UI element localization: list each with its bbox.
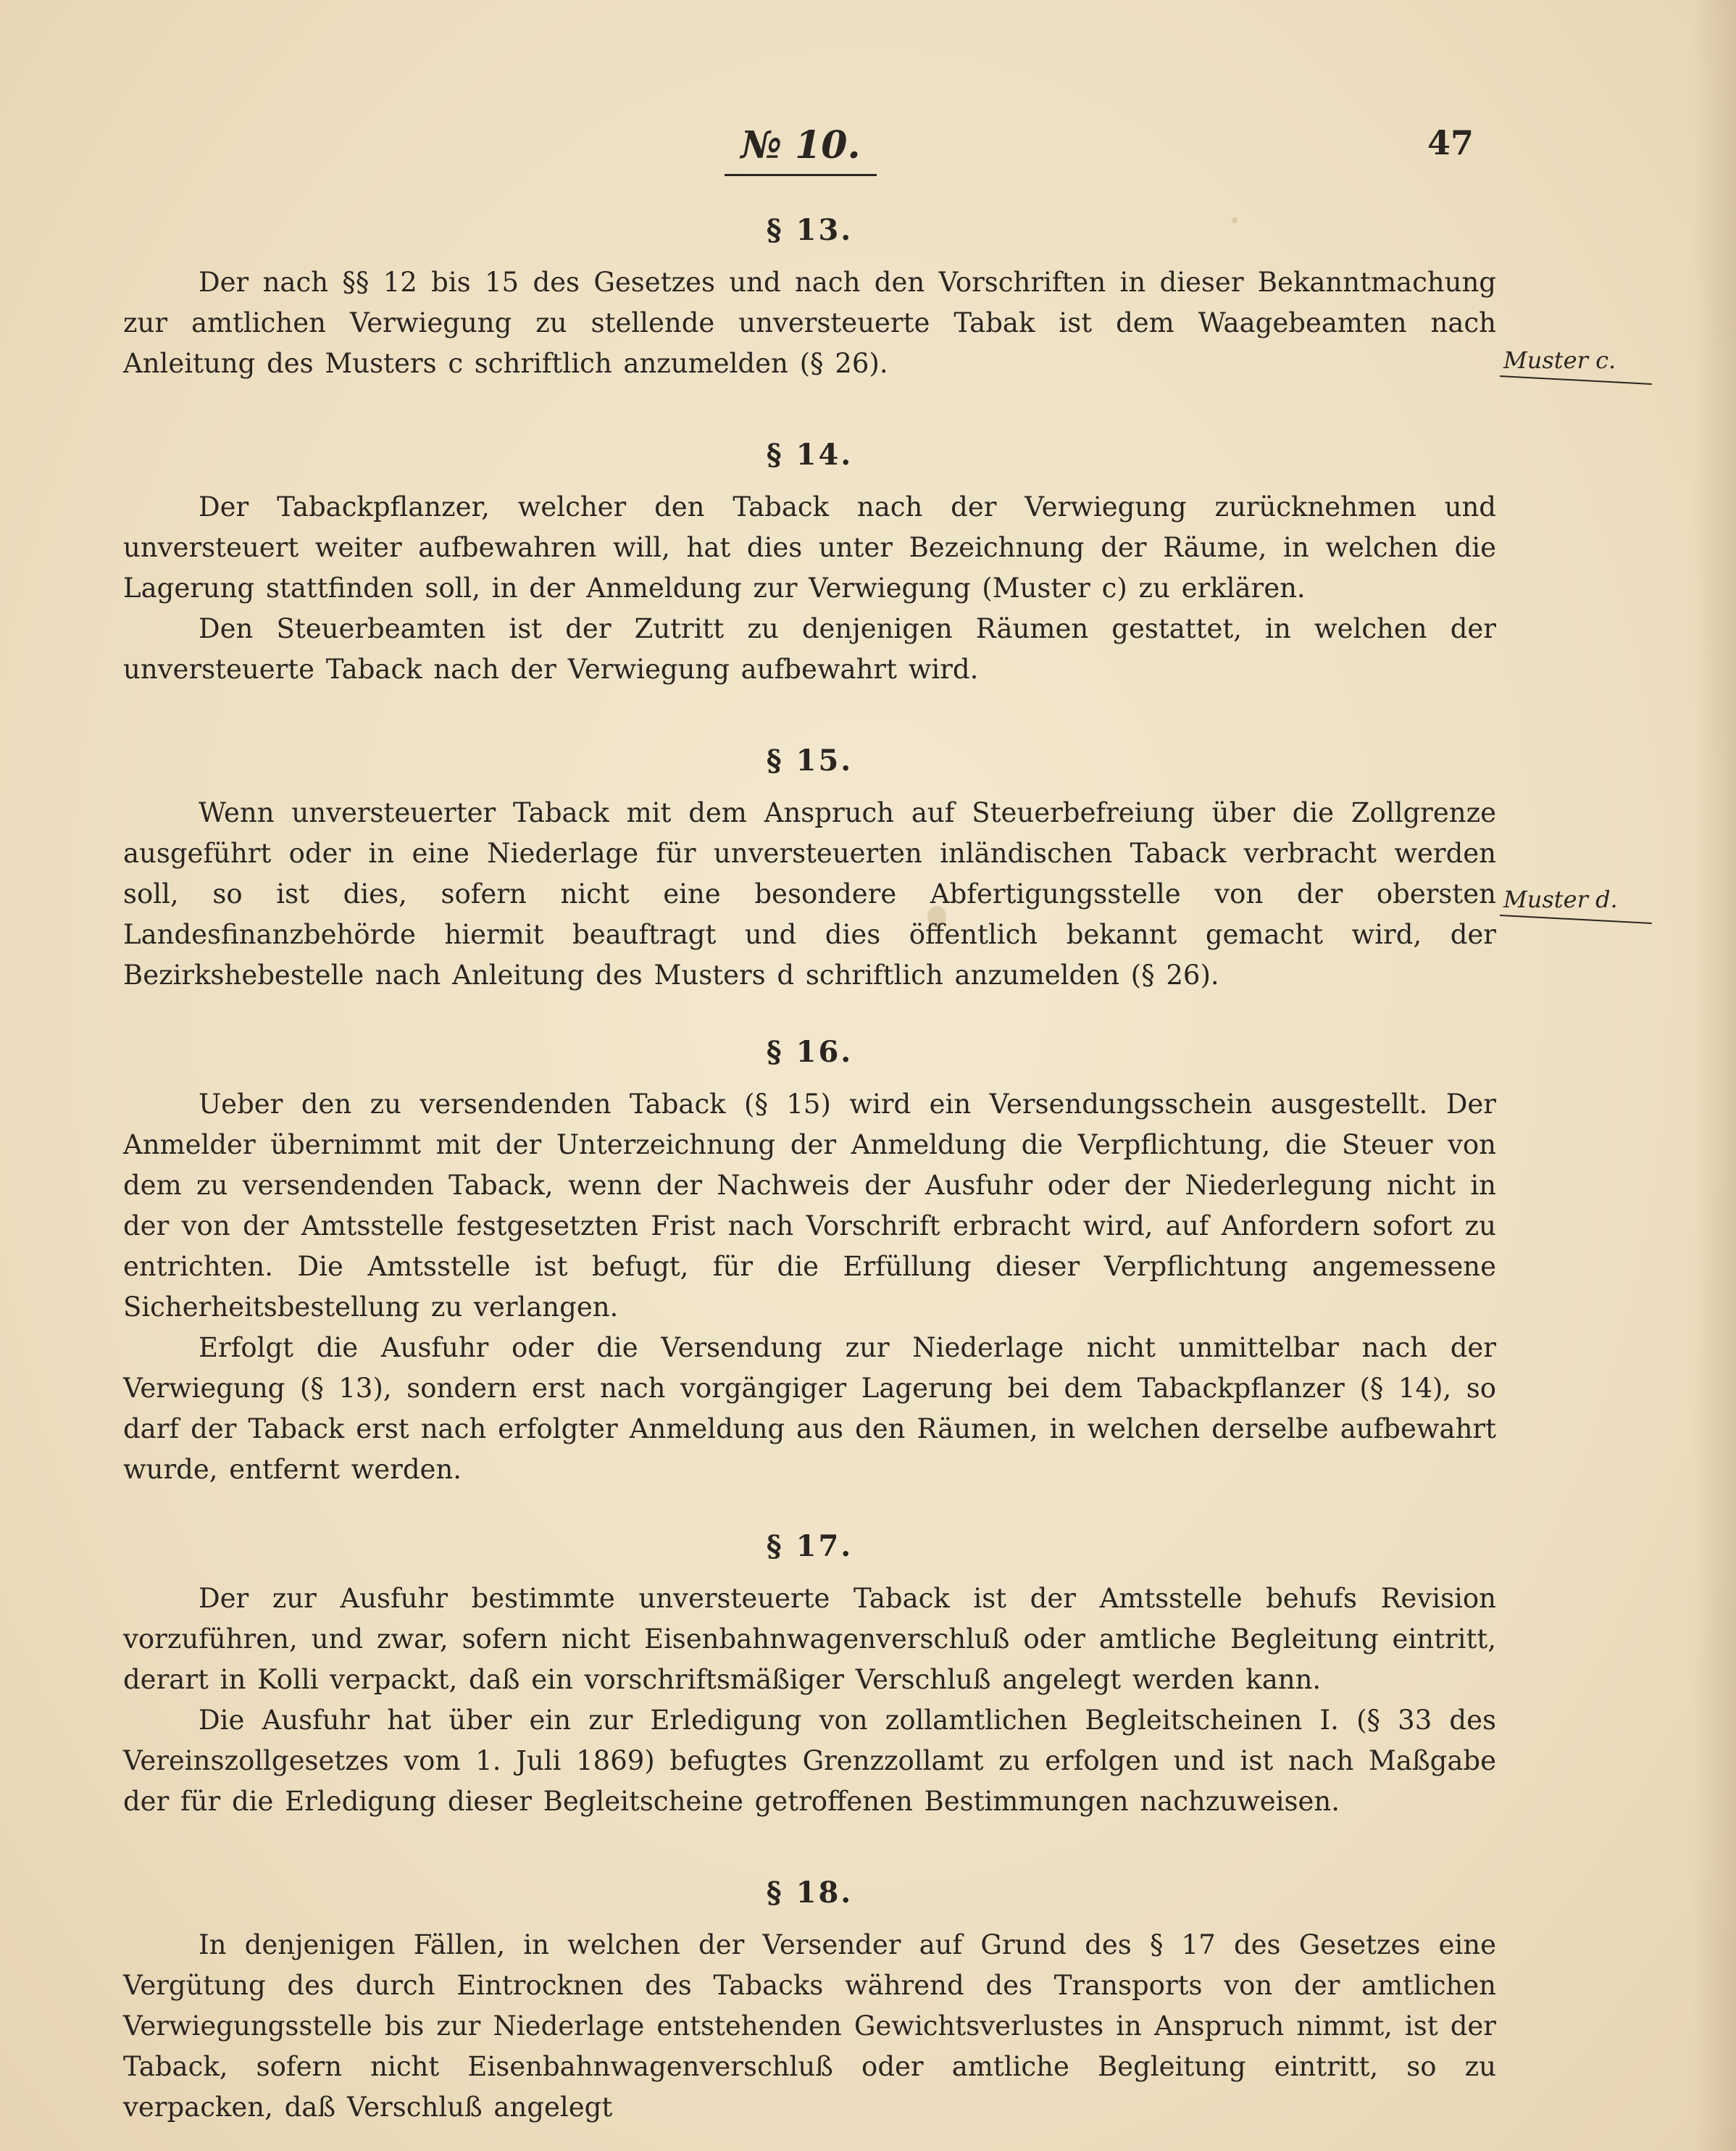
section-title: § 13. bbox=[766, 213, 854, 247]
paragraph: Der nach §§ 12 bis 15 des Gesetzes und nach den Vorschriften in dieser Bekanntmachung zur amtlichen Verwiegung zu stellende unversteuerte Tabak ist dem Waagebeamten nach Anleitung des Musters c schriftlich anzumelden (§ 26). bbox=[123, 267, 1496, 379]
section-title: § 16. bbox=[766, 1035, 854, 1069]
paragraph: Den Steuerbeamten ist der Zutritt zu denjenigen Räumen gestattet, in welchen der unversteuerte Taback nach der Verwiegung aufbewahrt wird. bbox=[123, 613, 1496, 685]
section-16 bbox=[123, 1032, 1496, 1490]
paragraph: Die Ausfuhr hat über ein zur Erledigung von zollamtlichen Begleitscheinen I. (§ 33 des Vereinszollgesetzes vom 1. Juli 1869) befugtes Grenzzollamt zu erfolgen und ist nach Maßgabe der für die Erledigung dieser Begleitscheine getroffenen Bestimmungen nachzuweisen. bbox=[123, 1705, 1496, 1817]
issue-number: № 10. bbox=[740, 123, 861, 167]
paragraph: Der zur Ausfuhr bestimmte unversteuerte Taback ist der Amtsstelle behufs Revision vorzuführen, und zwar, sofern nicht Eisenbahnwagenverschluß oder amtliche Begleitung eintritt, derart in Kolli verpackt, daß ein vorschriftsmäßiger Verschluß angelegt werden kann. bbox=[123, 1583, 1496, 1695]
margin-note-muster-d bbox=[1503, 886, 1618, 913]
paragraph: Der Tabackpflanzer, welcher den Taback nach der Verwiegung zurücknehmen und unversteuert weiter aufbewahren will, hat dies unter Bezeichnung der Räume, in welchen die Lagerung stattfinden soll, in der Anmeldung zur Verwiegung (Muster c) zu erklären. bbox=[123, 491, 1496, 604]
section-13 bbox=[123, 210, 1496, 384]
page-number: 47 bbox=[1427, 123, 1474, 162]
section-title: § 18. bbox=[766, 1876, 854, 1910]
paragraph: Ueber den zu versendenden Taback (§ 15) wird ein Versendungsschein ausgestellt. Der Anmelder übernimmt mit der Unterzeichnung der Anmeldung die Verpflichtung, die Steuer von dem zu versendenden Taback, wenn der Nachweis der Ausfuhr oder der Niederlegung nicht in der von der Amtsstelle festgesetzten Frist nach Vorschrift erbracht wird, auf Anfordern sofort zu entrichten. Die Amtsstelle ist befugt, für die Erfüllung dieser Verpflichtung angemessene Sicherheitsbestellung zu verlangen. bbox=[123, 1089, 1496, 1323]
paragraph: In denjenigen Fällen, in welchen der Versender auf Grund des § 17 des Gesetzes eine Vergütung des durch Eintrocknen des Tabacks während des Transports von der amtlichen Verwiegungsstelle bis zur Niederlage entstehenden Gewichtsverlustes in Anspruch nimmt, ist der Taback, sofern nicht Eisenbahnwagenverschluß oder amtliche Begleitung eintritt, so zu verpacken, daß Verschluß angelegt bbox=[123, 1929, 1496, 2123]
margin-note-text: Muster d. bbox=[1503, 886, 1618, 913]
section-title: § 15. bbox=[766, 744, 854, 778]
section-14 bbox=[123, 435, 1496, 690]
section-18 bbox=[123, 1873, 1496, 2128]
section-15 bbox=[123, 741, 1496, 996]
margin-note-rule bbox=[1500, 375, 1652, 385]
margin-note-muster-c bbox=[1503, 346, 1616, 374]
margin-note-rule bbox=[1500, 915, 1652, 924]
section-title: § 14. bbox=[766, 438, 854, 472]
section-title: § 17. bbox=[766, 1529, 854, 1563]
paragraph: Wenn unversteuerter Taback mit dem Anspruch auf Steuerbefreiung über die Zollgrenze ausgeführt oder in eine Niederlage für unversteuerten inländischen Taback verbracht werden soll, so ist dies, sofern nicht eine besondere Abfertigungsstelle von der obersten Landesfinanzbehörde hiermit beauftragt und dies öffentlich bekannt gemacht wird, der Bezirkshebestelle nach Anleitung des Musters d schriftlich anzumelden (§ 26). bbox=[123, 797, 1496, 991]
section-17 bbox=[123, 1526, 1496, 1822]
document-body bbox=[123, 210, 1496, 2128]
page-edge-shadow bbox=[1693, 0, 1736, 2151]
margin-note-text: Muster c. bbox=[1503, 346, 1616, 374]
paragraph: Erfolgt die Ausfuhr oder die Versendung zur Niederlage nicht unmittelbar nach der Verwiegung (§ 13), sondern erst nach vorgängiger Lagerung bei dem Tabackpflanzer (§ 14), so darf der Taback erst nach erfolgter Anmeldung aus den Räumen, in welchen derselbe aufbewahrt wurde, entfernt werden. bbox=[123, 1332, 1496, 1485]
header-underline bbox=[725, 174, 877, 176]
